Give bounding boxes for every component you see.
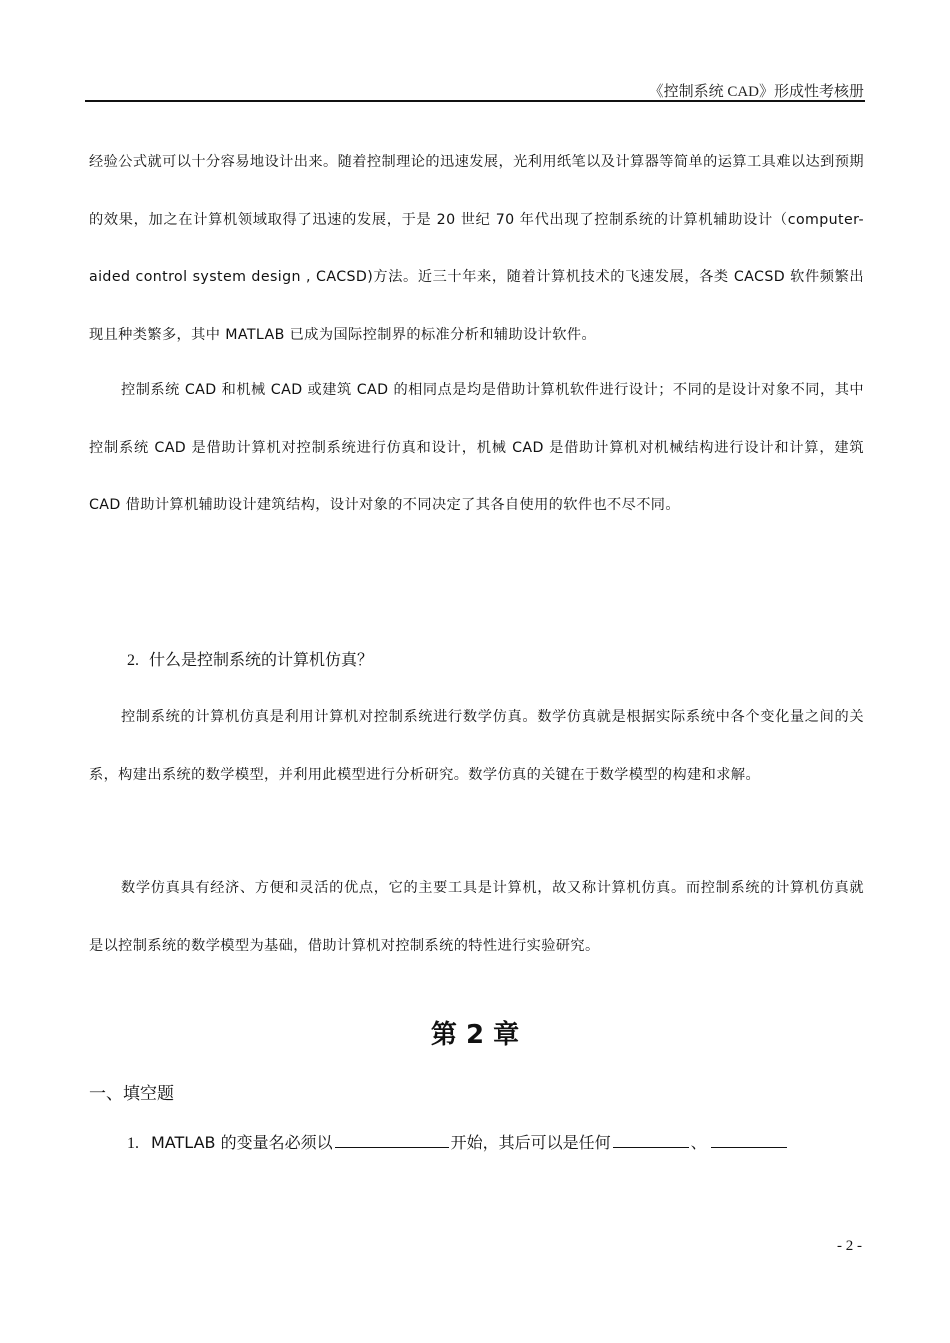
paragraph-cad-comparison: 控制系统 CAD 和机械 CAD 或建筑 CAD 的相同点是均是借助计算机软件进行设计；不同的是设计对象不同，其中控制系统 CAD 是借助计算机对控制系统进行仿真和设计，机械 CAD 是借助计算机对机械结构进行设计和计算，建筑 CAD 借助计算机辅助设计建筑结构，设计对象的不同决定了其各自使用的软件也不尽不同。 xyxy=(89,382,864,513)
fill-blank-number: 1. xyxy=(127,1135,139,1152)
answer-blank-2[interactable] xyxy=(613,1131,689,1148)
header-title: 《控制系统 CAD》形成性考核册 xyxy=(648,84,864,100)
answer-blank-1[interactable] xyxy=(335,1131,449,1148)
page-number: - 2 - xyxy=(837,1238,862,1254)
section-title: 一、填空题 xyxy=(89,1084,174,1104)
answer-blank-3[interactable] xyxy=(711,1131,787,1148)
header-rule xyxy=(85,100,865,102)
paragraph-simulation-definition: 控制系统的计算机仿真是利用计算机对控制系统进行数学仿真。数学仿真就是根据实际系统中各个变化量之间的关系，构建出系统的数学模型，并利用此模型进行分析研究。数学仿真的关键在于数学模型的构建和求解。 xyxy=(89,709,864,783)
fill-blank-text-2: 开始，其后可以是任何 xyxy=(450,1133,611,1152)
fill-blank-text-3: 、 xyxy=(690,1133,707,1152)
fill-blank-text-1: MATLAB 的变量名必须以 xyxy=(151,1133,333,1152)
question-2 xyxy=(127,647,373,670)
chapter-title: 第 2 章 xyxy=(430,1020,520,1050)
question-number: 2. xyxy=(127,652,139,669)
fill-blank-question-1 xyxy=(127,1130,787,1153)
paragraph-simulation-advantages: 数学仿真具有经济、方便和灵活的优点，它的主要工具是计算机，故又称计算机仿真。而控制系统的计算机仿真就是以控制系统的数学模型为基础，借助计算机对控制系统的特性进行实验研究。 xyxy=(89,880,864,954)
paragraph-cacsd-history: 经验公式就可以十分容易地设计出来。随着控制理论的迅速发展，光利用纸笔以及计算器等简单的运算工具难以达到预期的效果，加之在计算机领域取得了迅速的发展，于是 20 世纪 70 年代出现了控制系统的计算机辅助设计（computer-aided control system design , CACSD)方法。近三十年来，随着计算机技术的飞速发展，各类 CACSD 软件频繁出现且种类繁多，其中 MATLAB 已成为国际控制界的标准分析和辅助设计软件。 xyxy=(89,154,864,343)
question-text: 什么是控制系统的计算机仿真？ xyxy=(149,650,374,669)
